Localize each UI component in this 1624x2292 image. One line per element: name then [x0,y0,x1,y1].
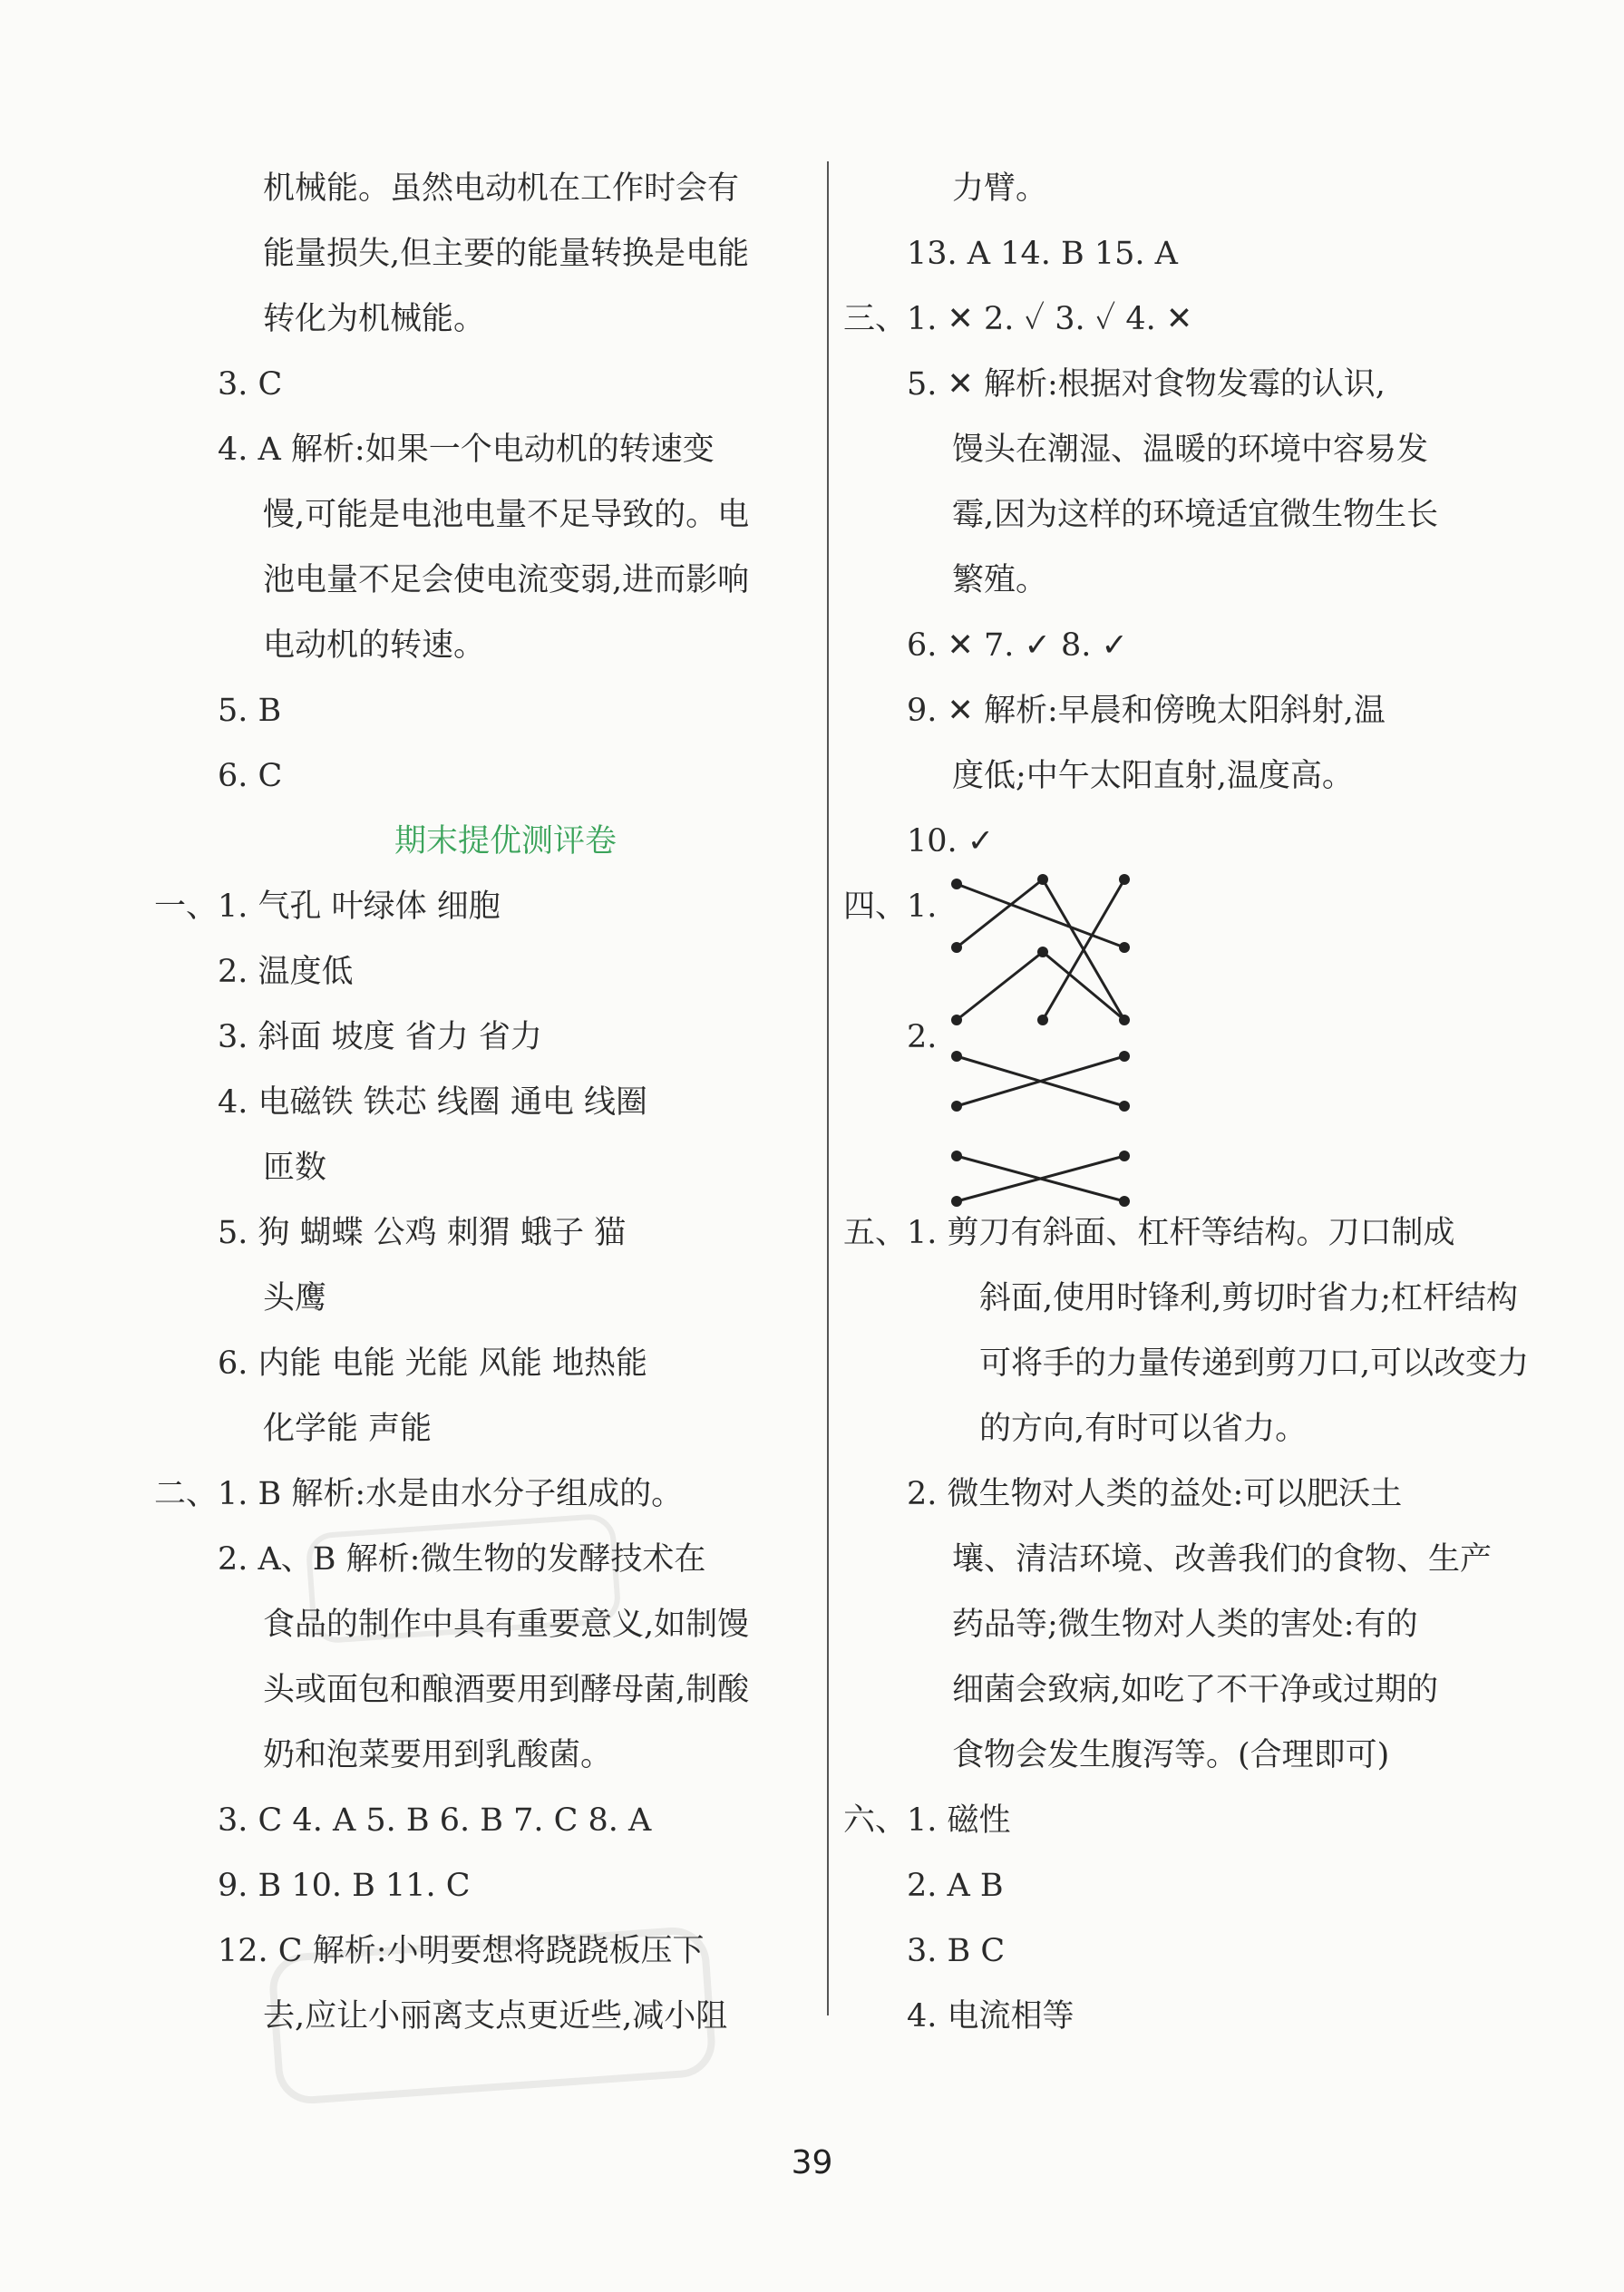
answer-line: 力臂。 [952,170,1048,207]
answer-line: 9. ✕ 解析:早晨和傍晚太阳斜射,温 [907,693,1386,729]
answer-line: 斜面,使用时锋利,剪切时省力;杠杆结构 [979,1280,1519,1316]
answer-line: 匝数 [263,1150,327,1186]
match-dot [1119,1101,1130,1112]
match-line [957,952,1043,1020]
answer-line: 3. C 4. A 5. B 6. B 7. C 8. A [218,1802,652,1839]
answer-line: 3. C [218,366,283,403]
answer-line: 三、1. ✕ 2. ✓ 3. ✓ 4. ✕ [843,301,1193,337]
answer-line: 转化为机械能。 [263,301,486,337]
answer-line: 食品的制作中具有重要意义,如制馒 [263,1607,750,1643]
section-title: 期末提优测评卷 [394,823,617,860]
answer-line: 10. ✓ [907,823,995,860]
answer-line: 2. 微生物对人类的益处:可以肥沃土 [907,1476,1403,1512]
answer-line: 5. 狗 蝴蝶 公鸡 刺猬 蛾子 猫 [218,1215,627,1251]
match-dot [1119,1015,1130,1025]
page-number: 39 [791,2144,833,2181]
match-dot [951,879,962,889]
answer-line: 4. 电流相等 [907,1998,1075,2035]
match-dot [1119,942,1130,953]
match-dot [1119,1196,1130,1207]
answer-line: 能量损失,但主要的能量转换是电能 [263,236,750,272]
match-dot [1037,874,1048,885]
answer-line: 3. 斜面 坡度 省力 省力 [218,1019,542,1055]
answer-line: 一、1. 气孔 叶绿体 细胞 [154,889,501,925]
answer-line: 霉,因为这样的环境适宜微生物生长 [952,497,1439,533]
answer-line: 度低;中午太阳直射,温度高。 [952,758,1354,794]
answer-line: 壤、清洁环境、改善我们的食物、生产 [952,1541,1493,1578]
answer-line: 二、1. B 解析:水是由水分子组成的。 [154,1476,684,1512]
answer-line: 2. A B [907,1868,1004,1904]
match-dot [1119,1151,1130,1161]
match-dot [1037,1015,1048,1025]
answer-line: 头或面包和酿酒要用到酵母菌,制酸 [263,1672,750,1708]
answer-line: 4. 电磁铁 铁芯 线圈 通电 线圈 [218,1084,648,1121]
column-divider [827,161,829,2015]
answer-line: 细菌会致病,如吃了不干净或过期的 [952,1672,1439,1708]
answer-line: 食物会发生腹泻等。(合理即可) [952,1737,1390,1773]
matching-diagram-1 [943,870,1161,1034]
match-dot [951,942,962,953]
left-column [154,156,821,2049]
matching-diagram-2 [943,1043,1161,1215]
answer-line: 头鹰 [263,1280,327,1316]
match-dot [1119,874,1130,885]
answer-line: 电动机的转速。 [263,627,486,664]
answer-line: 的方向,有时可以省力。 [979,1411,1308,1447]
answer-line: 13. A 14. B 15. A [907,236,1178,272]
answer-line: 可将手的力量传递到剪刀口,可以改变力 [979,1345,1530,1382]
match-dot [1119,1051,1130,1062]
answer-line: 繁殖。 [952,562,1048,598]
match-line [957,884,1124,947]
answer-line: 去,应让小丽离支点更近些,减小阻 [263,1998,728,2035]
match-dot [1037,947,1048,957]
answer-line: 5. ✕ 解析:根据对食物发霉的认识, [907,366,1386,403]
answer-line: 12. C 解析:小明要想将跷跷板压下 [218,1933,705,1969]
answer-line: 馒头在潮湿、温暖的环境中容易发 [952,432,1429,468]
answer-line: 6. ✕ 7. ✓ 8. ✓ [907,627,1128,664]
answer-line: 慢,可能是电池电量不足导致的。电 [263,497,750,533]
answer-line: 3. B C [907,1933,1006,1969]
match-dot [951,1051,962,1062]
answer-line: 4. A 解析:如果一个电动机的转速变 [218,432,715,468]
answer-line: 5. B [218,693,282,729]
answer-line: 2. [907,1019,938,1055]
answer-line: 机械能。虽然电动机在工作时会有 [263,170,740,207]
match-dot [951,1151,962,1161]
match-line [1043,952,1124,1020]
match-dot [951,1196,962,1207]
answer-line: 药品等;微生物对人类的害处:有的 [952,1607,1418,1643]
answer-line: 五、1. 剪刀有斜面、杠杆等结构。刀口制成 [843,1215,1455,1251]
answer-line: 六、1. 磁性 [843,1802,1011,1839]
answer-line: 6. 内能 电能 光能 风能 地热能 [218,1345,648,1382]
answer-line: 奶和泡菜要用到乳酸菌。 [263,1737,613,1773]
answer-line: 池电量不足会使电流变弱,进而影响 [263,562,750,598]
answer-line: 9. B 10. B 11. C [218,1868,471,1904]
answer-line: 6. C [218,758,283,794]
answer-line: 四、1. [843,889,938,925]
match-dot [951,1101,962,1112]
answer-line: 化学能 声能 [263,1411,433,1447]
answer-line: 2. 温度低 [218,954,354,990]
match-dot [951,1015,962,1025]
answer-line: 2. A、B 解析:微生物的发酵技术在 [218,1541,706,1578]
